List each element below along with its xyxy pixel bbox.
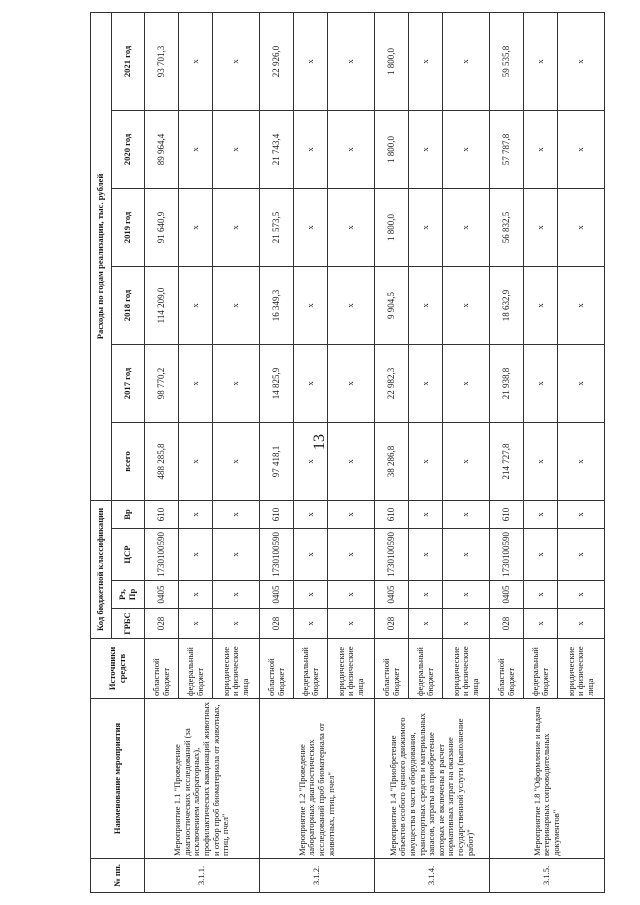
rzpr-cell: 0405 xyxy=(145,581,179,609)
empty-mark: x xyxy=(213,188,260,266)
header-name: Наименование мероприятия xyxy=(91,699,145,859)
empty-mark: x xyxy=(179,188,213,266)
empty-mark: x xyxy=(179,422,213,500)
rzpr-cell: 0405 xyxy=(260,581,294,609)
empty-mark: x xyxy=(213,344,260,422)
empty-mark: x xyxy=(328,12,375,110)
source-legal: юридические и физические лица xyxy=(213,639,260,699)
source-regional: областной бюджет xyxy=(145,639,179,699)
y2018-cell: 16 349,3 xyxy=(260,266,294,344)
empty-mark: x xyxy=(294,500,328,528)
empty-mark: x xyxy=(443,581,490,609)
total-cell: 97 418,1 xyxy=(260,422,294,500)
row-number: 3.1.2. xyxy=(260,859,375,893)
header-num: № пп. xyxy=(91,859,145,893)
empty-mark: x xyxy=(294,266,328,344)
y2019-cell: 56 832,5 xyxy=(490,188,524,266)
source-federal: федеральный бюджет xyxy=(409,639,443,699)
empty-mark: x xyxy=(443,110,490,188)
empty-mark: x xyxy=(213,581,260,609)
header-grbs: ГРБС xyxy=(112,609,145,639)
empty-mark: x xyxy=(179,529,213,581)
csr-cell: 1730100590 xyxy=(490,529,524,581)
row-number: 3.1.1. xyxy=(145,859,260,893)
empty-mark: x xyxy=(213,500,260,528)
total-cell: 38 286,8 xyxy=(375,422,409,500)
empty-mark: x xyxy=(558,266,605,344)
vr-cell: 610 xyxy=(375,500,409,528)
empty-mark: x xyxy=(179,609,213,639)
source-federal: федеральный бюджет xyxy=(179,639,213,699)
empty-mark: x xyxy=(558,609,605,639)
expenses-table xyxy=(90,12,605,893)
y2018-cell: 18 632,9 xyxy=(490,266,524,344)
vr-cell: 610 xyxy=(145,500,179,528)
header-csr: ЦСР xyxy=(112,529,145,581)
table-row xyxy=(145,12,179,892)
measure-name: Мероприятие 1.2 "Проведение лабораторных диагностических исследований проб биоматериала от животных, птиц, пчел" xyxy=(260,699,375,859)
y2021-cell: 1 800,0 xyxy=(375,12,409,110)
empty-mark: x xyxy=(294,188,328,266)
table-row xyxy=(260,12,294,892)
empty-mark: x xyxy=(409,110,443,188)
y2018-cell: 114 209,0 xyxy=(145,266,179,344)
header-expenses-group: Расходы по годам реализации, тыс. рублей xyxy=(91,12,112,500)
empty-mark: x xyxy=(443,609,490,639)
empty-mark: x xyxy=(443,529,490,581)
empty-mark: x xyxy=(409,529,443,581)
empty-mark: x xyxy=(524,500,558,528)
total-cell: 488 285,8 xyxy=(145,422,179,500)
empty-mark: x xyxy=(294,422,328,500)
source-legal: юридические и физические лица xyxy=(558,639,605,699)
header-2018: 2018 год xyxy=(112,266,145,344)
y2017-cell: 22 982,3 xyxy=(375,344,409,422)
y2019-cell: 91 640,9 xyxy=(145,188,179,266)
source-legal: юридические и физические лица xyxy=(443,639,490,699)
empty-mark: x xyxy=(443,422,490,500)
table-row xyxy=(375,12,409,892)
row-number: 3.1.4. xyxy=(375,859,490,893)
empty-mark: x xyxy=(294,609,328,639)
header-source: Источники средств xyxy=(91,639,145,699)
grbs-cell: 028 xyxy=(260,609,294,639)
header-2020: 2020 год xyxy=(112,110,145,188)
y2021-cell: 93 701,3 xyxy=(145,12,179,110)
y2020-cell: 21 743,4 xyxy=(260,110,294,188)
empty-mark: x xyxy=(409,12,443,110)
y2019-cell: 21 573,5 xyxy=(260,188,294,266)
empty-mark: x xyxy=(213,266,260,344)
empty-mark: x xyxy=(558,344,605,422)
empty-mark: x xyxy=(328,500,375,528)
source-regional: областной бюджет xyxy=(260,639,294,699)
source-regional: областной бюджет xyxy=(375,639,409,699)
measure-name: Мероприятие 1.1 "Проведение диагностических исследований (за исключением лабораторных), профилактических вакцинаций животных и отбор проб биоматериала от животных, птиц, пчел" xyxy=(145,699,260,859)
empty-mark: x xyxy=(524,188,558,266)
empty-mark: x xyxy=(524,422,558,500)
empty-mark: x xyxy=(409,609,443,639)
empty-mark: x xyxy=(179,500,213,528)
empty-mark: x xyxy=(328,422,375,500)
empty-mark: x xyxy=(443,500,490,528)
y2017-cell: 21 938,8 xyxy=(490,344,524,422)
empty-mark: x xyxy=(409,344,443,422)
empty-mark: x xyxy=(328,609,375,639)
source-regional: областной бюджет xyxy=(490,639,524,699)
empty-mark: x xyxy=(558,422,605,500)
rzpr-cell: 0405 xyxy=(490,581,524,609)
empty-mark: x xyxy=(443,188,490,266)
header-rzpr: Рз, Пр xyxy=(112,581,145,609)
rotated-table-container xyxy=(90,13,600,893)
empty-mark: x xyxy=(179,110,213,188)
y2019-cell: 1 800,0 xyxy=(375,188,409,266)
empty-mark: x xyxy=(328,529,375,581)
grbs-cell: 028 xyxy=(145,609,179,639)
empty-mark: x xyxy=(328,344,375,422)
row-number: 3.1.5. xyxy=(490,859,605,893)
page-number: 13 xyxy=(311,434,328,450)
empty-mark: x xyxy=(294,529,328,581)
empty-mark: x xyxy=(558,110,605,188)
empty-mark: x xyxy=(294,110,328,188)
y2020-cell: 89 964,4 xyxy=(145,110,179,188)
empty-mark: x xyxy=(294,344,328,422)
empty-mark: x xyxy=(179,266,213,344)
empty-mark: x xyxy=(443,266,490,344)
header-2021: 2021 год xyxy=(112,12,145,110)
rzpr-cell: 0405 xyxy=(375,581,409,609)
y2017-cell: 14 825,9 xyxy=(260,344,294,422)
empty-mark: x xyxy=(558,12,605,110)
empty-mark: x xyxy=(524,344,558,422)
empty-mark: x xyxy=(328,110,375,188)
header-budget-group: Код бюджетной классификации xyxy=(91,500,112,638)
vr-cell: 610 xyxy=(490,500,524,528)
empty-mark: x xyxy=(328,188,375,266)
empty-mark: x xyxy=(179,581,213,609)
grbs-cell: 028 xyxy=(490,609,524,639)
y2021-cell: 59 535,8 xyxy=(490,12,524,110)
header-2019: 2019 год xyxy=(112,188,145,266)
empty-mark: x xyxy=(524,266,558,344)
source-federal: федеральный бюджет xyxy=(294,639,328,699)
empty-mark: x xyxy=(328,581,375,609)
empty-mark: x xyxy=(558,581,605,609)
empty-mark: x xyxy=(443,12,490,110)
empty-mark: x xyxy=(524,110,558,188)
measure-name: Мероприятие 1.8 "Оформление и выдача ветеринарных сопроводительных документов" xyxy=(490,699,605,859)
empty-mark: x xyxy=(524,581,558,609)
header-total: всего xyxy=(112,422,145,500)
empty-mark: x xyxy=(294,12,328,110)
empty-mark: x xyxy=(213,609,260,639)
empty-mark: x xyxy=(409,500,443,528)
total-cell: 214 727,8 xyxy=(490,422,524,500)
y2017-cell: 98 770,2 xyxy=(145,344,179,422)
empty-mark: x xyxy=(409,581,443,609)
vr-cell: 610 xyxy=(260,500,294,528)
csr-cell: 1730100590 xyxy=(375,529,409,581)
empty-mark: x xyxy=(179,344,213,422)
empty-mark: x xyxy=(409,422,443,500)
empty-mark: x xyxy=(524,12,558,110)
empty-mark: x xyxy=(409,266,443,344)
empty-mark: x xyxy=(443,344,490,422)
empty-mark: x xyxy=(213,110,260,188)
y2021-cell: 22 926,0 xyxy=(260,12,294,110)
table-row xyxy=(490,12,524,892)
empty-mark: x xyxy=(213,12,260,110)
empty-mark: x xyxy=(179,12,213,110)
empty-mark: x xyxy=(524,609,558,639)
y2018-cell: 9 904,5 xyxy=(375,266,409,344)
source-federal: федеральный бюджет xyxy=(524,639,558,699)
empty-mark: x xyxy=(294,581,328,609)
csr-cell: 1730100590 xyxy=(145,529,179,581)
header-vr: Вр xyxy=(112,500,145,528)
header-2017: 2017 год xyxy=(112,344,145,422)
grbs-cell: 028 xyxy=(375,609,409,639)
y2020-cell: 57 787,8 xyxy=(490,110,524,188)
empty-mark: x xyxy=(558,500,605,528)
measure-name: Мероприятие 1.4 "Приобретение объектов особого ценного движимого имущества в части оборудования, транспортных средств и материальных запасов, затраты на приобретение которых не включены в расчет нормативных затрат на оказание государственной услуги (выполнение работ)" xyxy=(375,699,490,859)
empty-mark: x xyxy=(213,422,260,500)
empty-mark: x xyxy=(524,529,558,581)
empty-mark: x xyxy=(409,188,443,266)
csr-cell: 1730100590 xyxy=(260,529,294,581)
empty-mark: x xyxy=(328,266,375,344)
y2020-cell: 1 800,0 xyxy=(375,110,409,188)
empty-mark: x xyxy=(558,529,605,581)
empty-mark: x xyxy=(558,188,605,266)
empty-mark: x xyxy=(213,529,260,581)
source-legal: юридические и физические лица xyxy=(328,639,375,699)
